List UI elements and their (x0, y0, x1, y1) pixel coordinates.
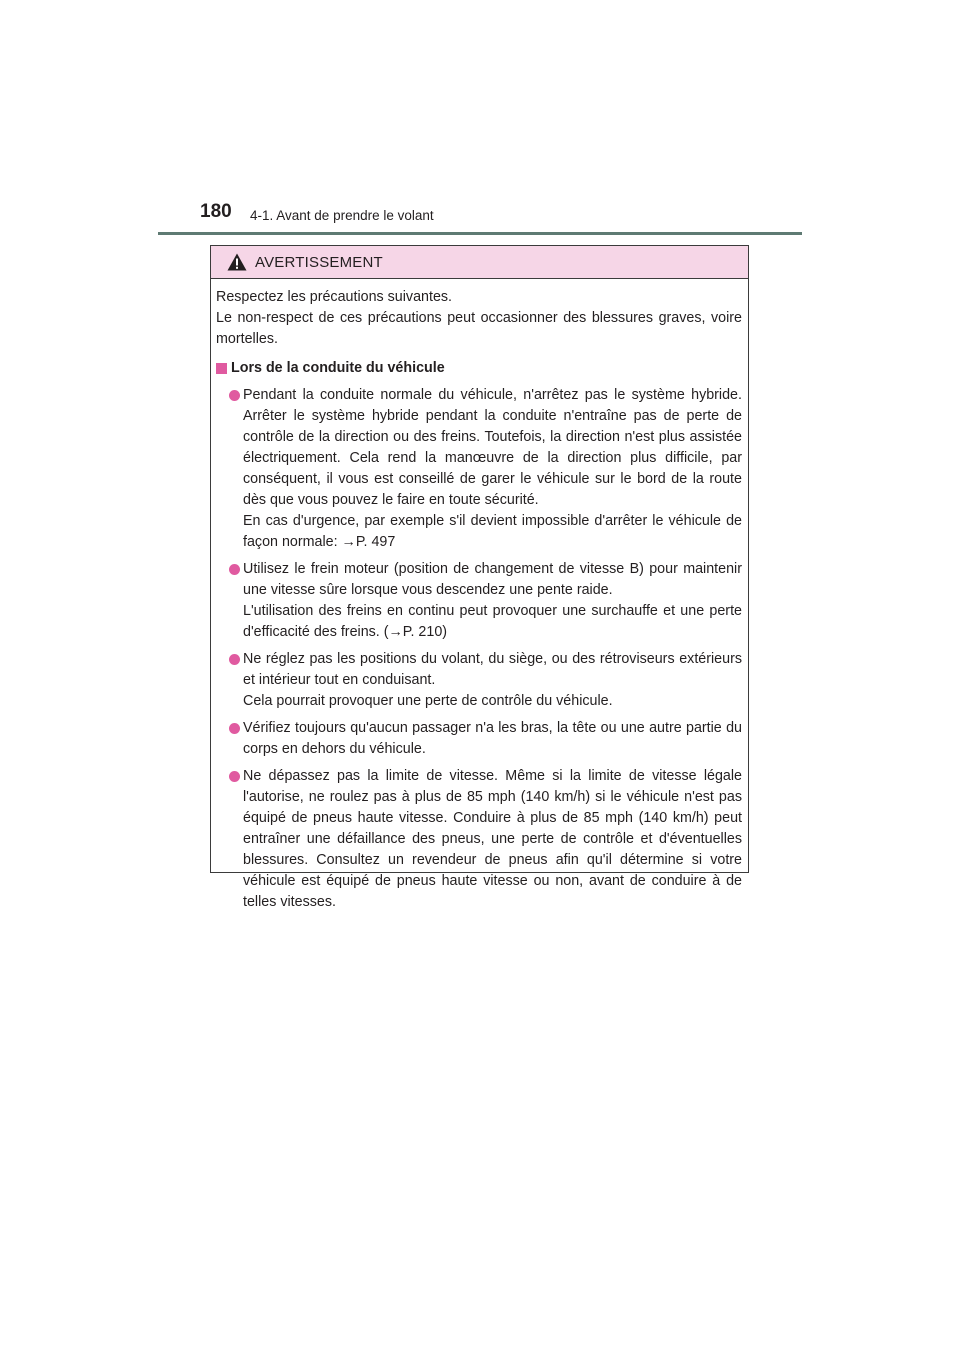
subheading (216, 358, 742, 379)
bullet-paragraph: Cela pourrait provoquer une perte de contrôle du véhicule. (243, 693, 613, 709)
bullet-item (216, 559, 742, 643)
bullet-paragraph: L'utilisation des freins en continu peut provoquer une surchauffe et une perte d'efficacité des freins. (→P. 210) (243, 603, 742, 640)
pink-dot-icon (229, 654, 240, 665)
bullet-paragraph: Ne réglez pas les positions du volant, du siège, ou des rétroviseurs extérieurs et intérieur tout en conduisant. (243, 651, 742, 688)
pink-square-icon (216, 363, 227, 374)
warning-body (211, 279, 748, 913)
page-number: 180 (200, 201, 232, 222)
warning-triangle-icon (227, 253, 247, 271)
pink-dot-icon (229, 723, 240, 734)
warning-title: AVERTISSEMENT (255, 254, 383, 271)
bullet-item (216, 385, 742, 553)
bullet-item (216, 766, 742, 913)
pink-dot-icon (229, 564, 240, 575)
warning-header (211, 246, 748, 279)
bullet-item (216, 718, 742, 760)
intro-line: Le non-respect de ces précautions peut occasionner des blessures graves, voire mortelles. (216, 310, 742, 347)
warning-box (210, 245, 749, 910)
section-title: 4-1. Avant de prendre le volant (250, 208, 434, 223)
bullet-paragraph: Utilisez le frein moteur (position de changement de vitesse B) pour maintenir une vitesse sûre lorsque vous descendez une pente raide. (243, 561, 742, 598)
subheading-text: Lors de la conduite du véhicule (231, 360, 445, 376)
header-rule (158, 232, 802, 235)
bullet-paragraph: Vérifiez toujours qu'aucun passager n'a les bras, la tête ou une autre partie du corps en dehors du véhicule. (243, 720, 742, 757)
bullet-paragraph: En cas d'urgence, par exemple s'il devient impossible d'arrêter le véhicule de façon normale: →P. 497 (243, 513, 742, 550)
bullet-item (216, 649, 742, 712)
pink-dot-icon (229, 390, 240, 401)
warning-intro (216, 287, 742, 350)
intro-line: Respectez les précautions suivantes. (216, 289, 453, 305)
pink-dot-icon (229, 771, 240, 782)
bullet-paragraph: Pendant la conduite normale du véhicule, n'arrêtez pas le système hybride. Arrêter le système hybride pendant la conduite n'entraîne pas de perte de contrôle de la direction ou des freins. Toutefois, la direction n'est plus assistée électriquement. Cela rend la manœuvre de la direction plus difficile, par conséquent, il vous est conseillé de garer le véhicule sur le bord de la route dès que vous pouvez le faire en toute sécurité. (243, 387, 742, 508)
bullet-paragraph: Ne dépassez pas la limite de vitesse. Même si la limite de vitesse légale l'autorise, ne roulez pas à plus de 85 mph (140 km/h) si le véhicule n'est pas équipé de pneus haute vitesse. Conduire à plus de 85 mph (140 km/h) peut entraîner une défaillance des pneus, une perte de contrôle et d'éventuelles blessures. Consultez un revendeur de pneus afin qu'il détermine si votre véhicule est équipé de pneus haute vitesse ou non, avant de conduire à de telles vitesses. (243, 768, 742, 910)
